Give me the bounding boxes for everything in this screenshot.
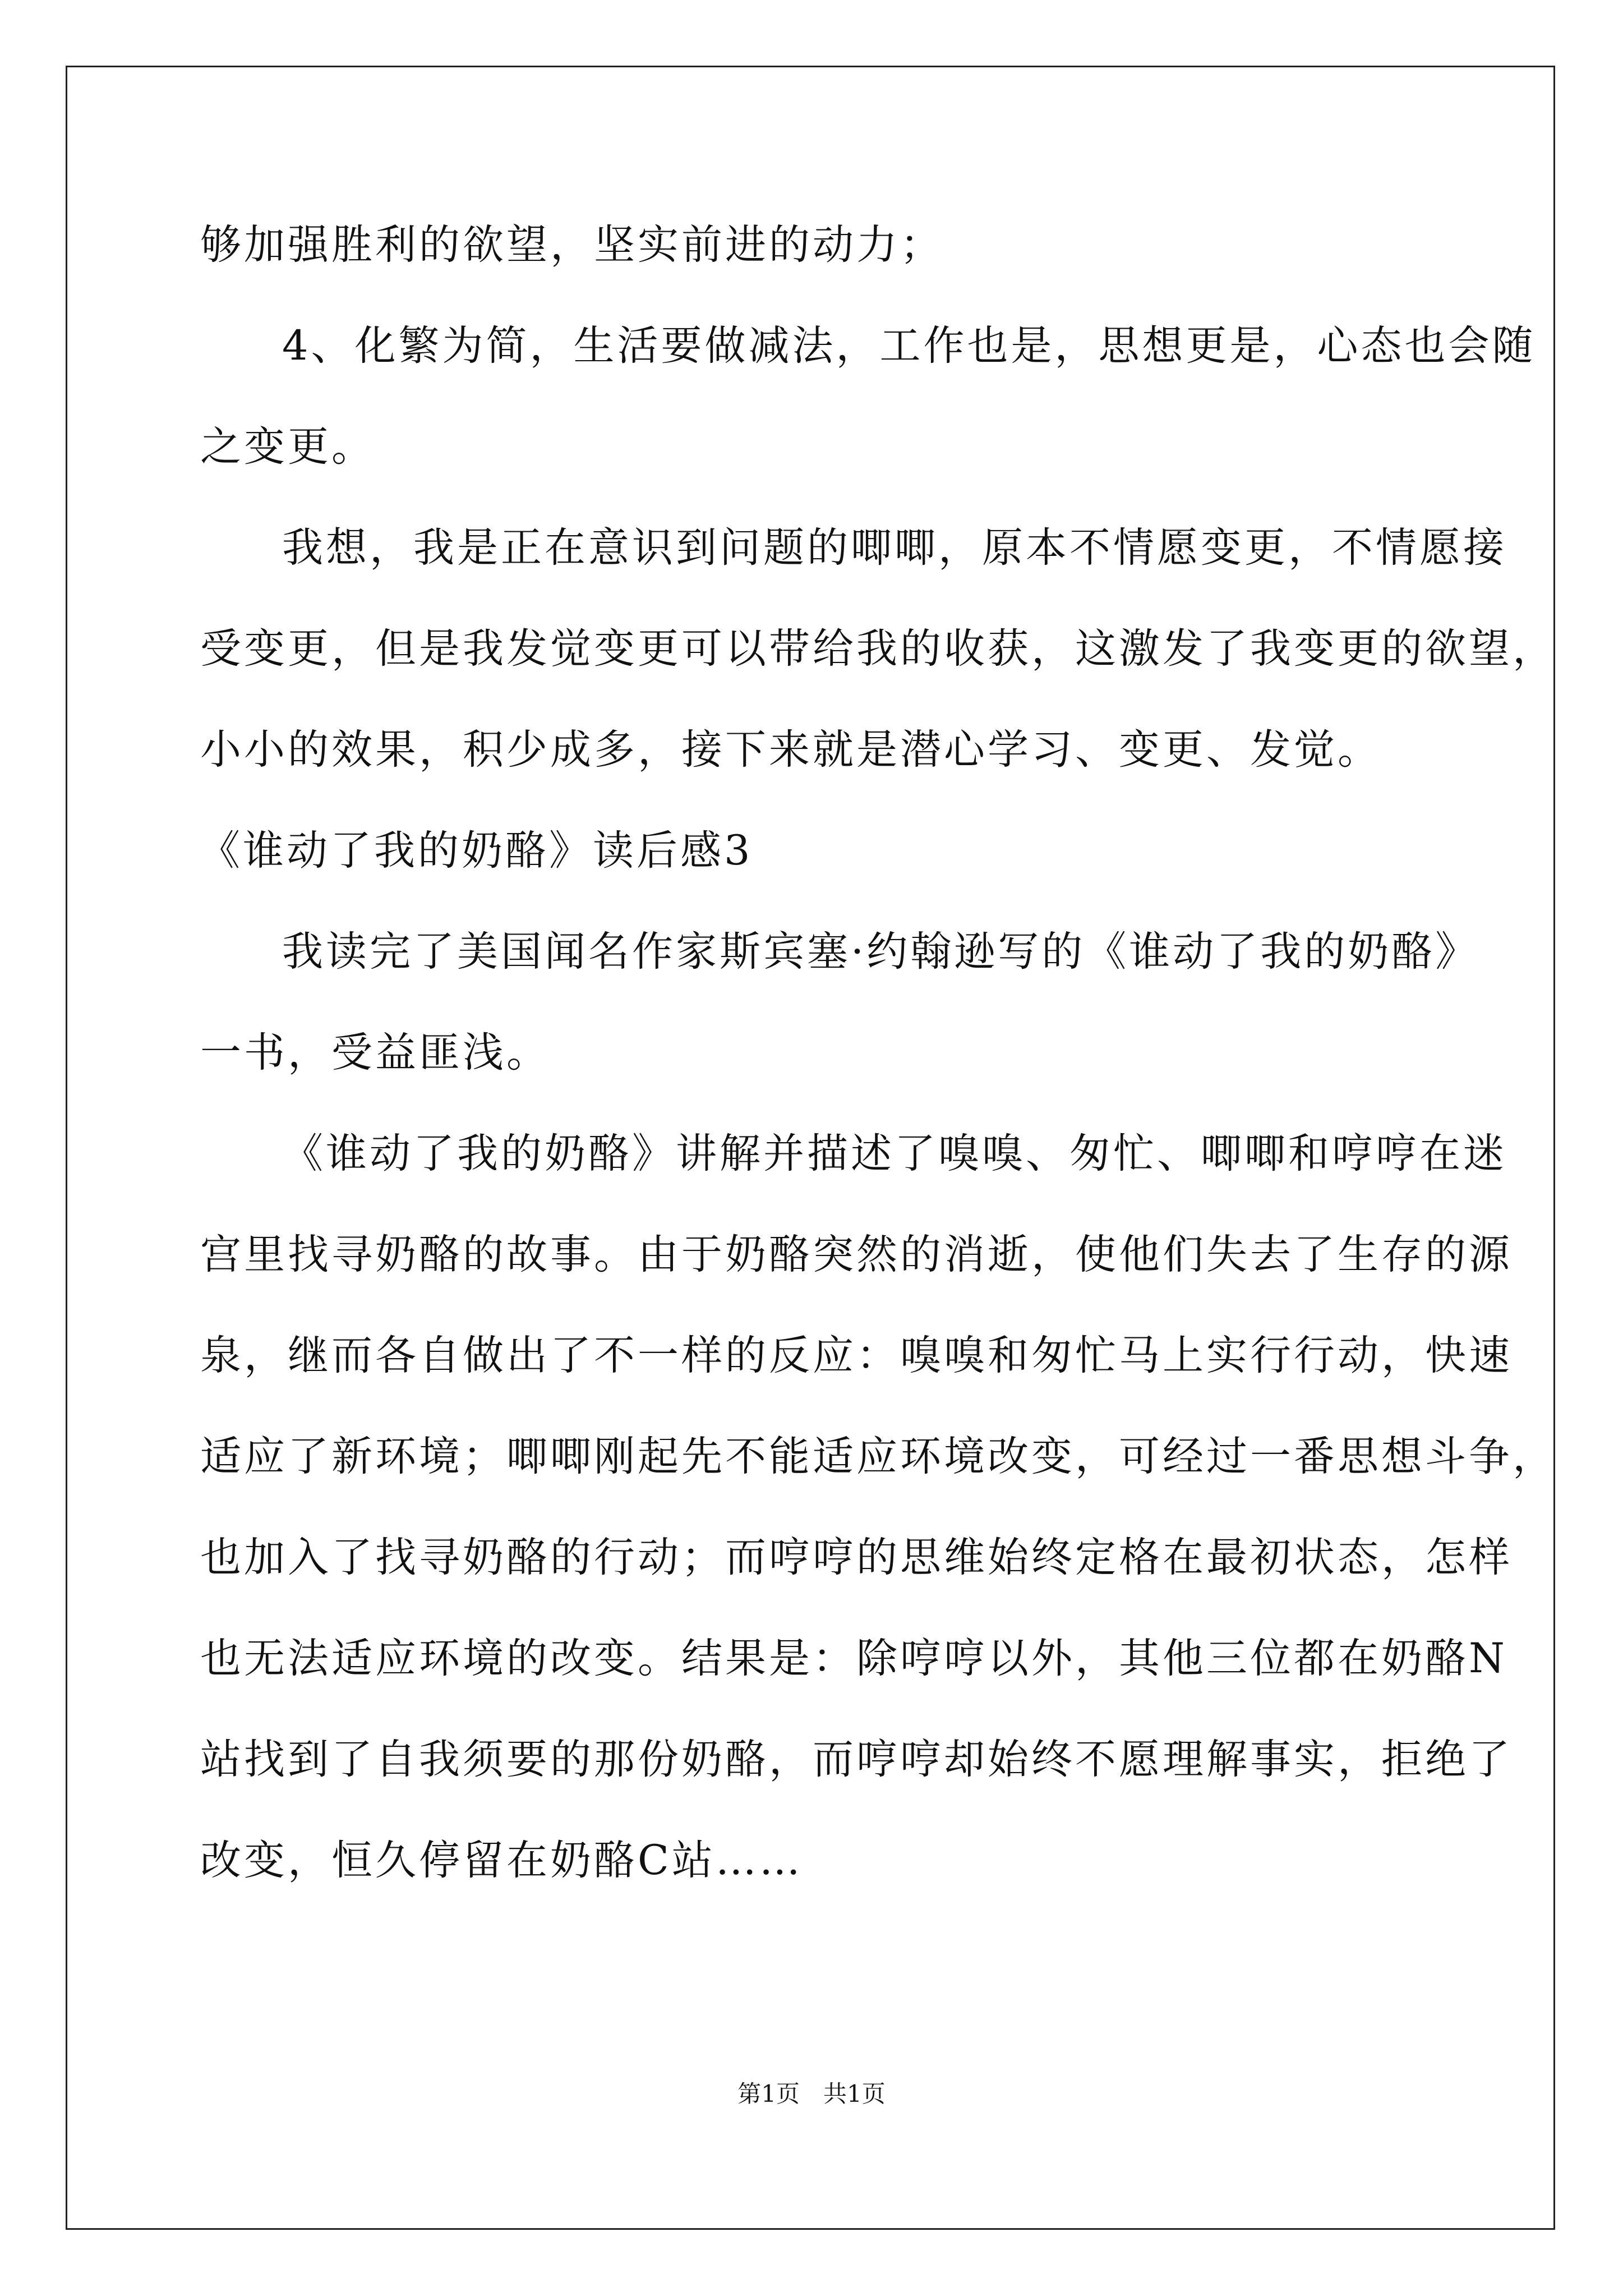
page-footer: 第1页 共1页	[737, 2080, 886, 2108]
text-line-16: 站找到了自我须要的那份奶酪，而哼哼却始终不愿理解事实，拒绝了	[200, 1736, 1513, 1783]
text-line-9: 一书，受益匪浅。	[200, 1029, 550, 1076]
text-line-3: 之变更。	[200, 423, 375, 471]
text-line-11: 宫里找寻奶酪的故事。由于奶酪突然的消逝，使他们失去了生存的源	[200, 1231, 1513, 1278]
text-line-13: 适应了新环境；唧唧刚起先不能适应环境改变，可经过一番思想斗争，	[200, 1433, 1556, 1480]
text-line-17: 改变，恒久停留在奶酪C站……	[200, 1837, 803, 1884]
text-line-12: 泉，继而各自做出了不一样的反应：嗅嗅和匆忙马上实行行动，快速	[200, 1332, 1513, 1379]
text-line-6: 小小的效果，积少成多，接下来就是潜心学习、变更、发觉。	[200, 726, 1381, 774]
text-line-8: 我读完了美国闻名作家斯宾塞·约翰逊写的《谁动了我的奶酪》	[282, 928, 1479, 976]
text-line-15: 也无法适应环境的改变。结果是：除哼哼以外，其他三位都在奶酪N	[200, 1635, 1507, 1682]
text-line-2: 4、化繁为简，生活要做减法，工作也是，思想更是，心态也会随	[282, 322, 1536, 370]
text-line-1: 够加强胜利的欲望，坚实前进的动力；	[200, 221, 944, 269]
text-line-5: 受变更，但是我发觉变更可以带给我的收获，这激发了我变更的欲望，	[200, 625, 1556, 673]
text-line-4: 我想，我是正在意识到问题的唧唧，原本不情愿变更，不情愿接	[282, 524, 1507, 572]
section-heading: 《谁动了我的奶酪》读后感3	[199, 827, 753, 875]
text-line-10: 《谁动了我的奶酪》讲解并描述了嗅嗅、匆忙、唧唧和哼哼在迷	[282, 1130, 1507, 1177]
text-line-14: 也加入了找寻奶酪的行动；而哼哼的思维始终定格在最初状态，怎样	[200, 1534, 1513, 1581]
